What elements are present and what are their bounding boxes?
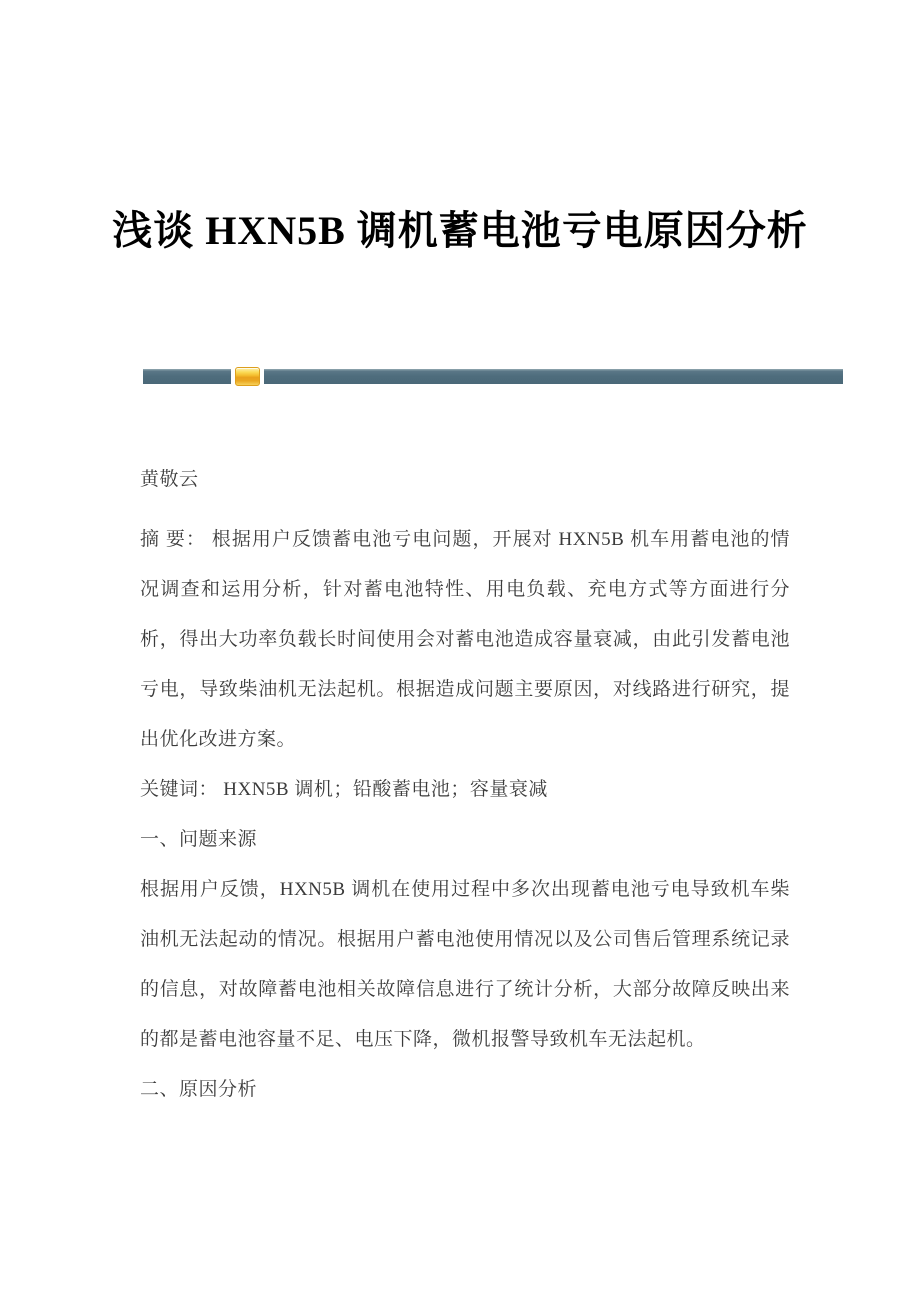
section-heading-2: 二、原因分析 [140, 1079, 258, 1100]
keywords-line: 关键词： HXN5B 调机；铅酸蓄电池；容量衰减 [140, 779, 548, 800]
abstract-paragraph: 摘 要： 根据用户反馈蓄电池亏电问题，开展对 HXN5B 机车用蓄电池的情况调查和运用分析，针对蓄电池特性、用电负载、充电方式等方面进行分析，得出大功率负载长时间使用会对蓄电池造成容量衰减，由此引发蓄电池亏电，导致柴油机无法起机。根据造成问题主要原因，对线路进行研究，提出优化改进方案。 [140, 529, 790, 750]
gold-bar-icon [235, 367, 260, 386]
divider-right-segment [264, 369, 843, 384]
title-divider-rule [143, 366, 843, 386]
section-body-1: 根据用户反馈，HXN5B 调机在使用过程中多次出现蓄电池亏电导致机车柴油机无法起动的情况。根据用户蓄电池使用情况以及公司售后管理系统记录的信息，对故障蓄电池相关故障信息进行了统计分析，大部分故障反映出来的都是蓄电池容量不足、电压下降，微机报警导致机车无法起机。 [140, 879, 790, 1050]
page-title: 浅谈 HXN5B 调机蓄电池亏电原因分析 [112, 208, 808, 253]
section-heading-1: 一、问题来源 [140, 829, 258, 850]
author-name: 黄敬云 [140, 469, 199, 490]
document-body [140, 455, 790, 1115]
divider-left-segment [143, 369, 231, 384]
